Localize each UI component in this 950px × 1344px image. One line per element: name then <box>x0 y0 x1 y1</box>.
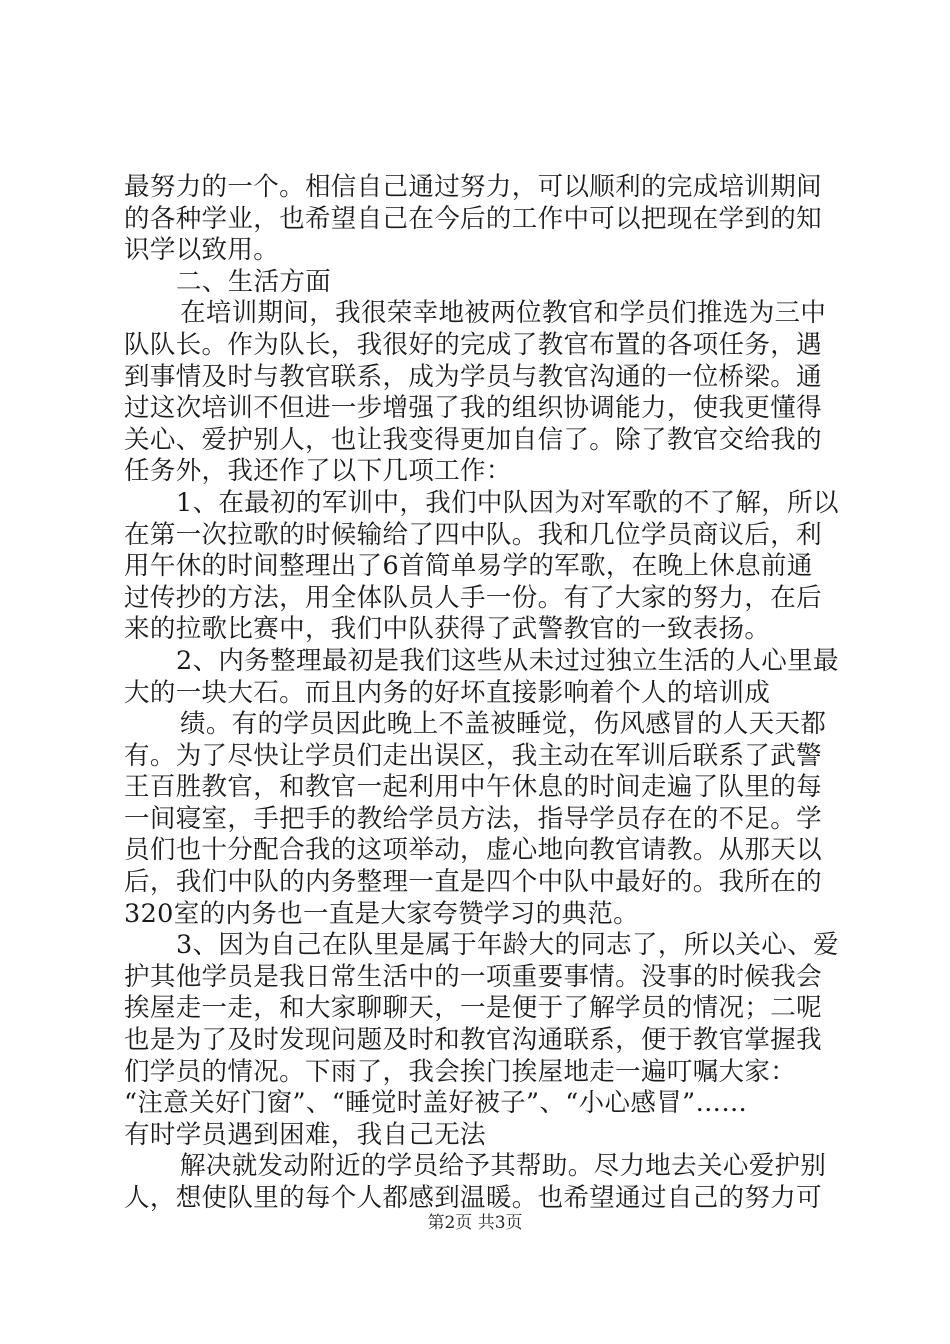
text-line: 一间寝室，手把手的教给学员方法，指导学员存在的不足。学 <box>124 803 822 834</box>
text-line: 王百胜教官，和教官一起利用中午休息的时间走遍了队里的每 <box>124 772 822 803</box>
text-line: 绩。有的学员因此晚上不盖被睡觉，伤风感冒的人天天都 <box>180 709 827 740</box>
text-line: 用午休的时间整理出了6首简单易学的军歌，在晚上休息前通 <box>124 551 813 582</box>
text-line: 到事情及时与教官联系，成为学员与教官沟通的一位桥梁。通 <box>124 361 822 392</box>
text-line: 320室的内务也一直是大家夸赞学习的典范。 <box>124 898 640 929</box>
text-line: 来的拉歌比赛中，我们中队获得了武警教官的一致表扬。 <box>124 614 771 645</box>
text-line: 员们也十分配合我的这项举动，虚心地向教官请教。从那天以 <box>124 835 822 866</box>
text-line: 任务外，我还作了以下几项工作： <box>124 456 512 487</box>
text-line: 大的一块大石。而且内务的好坏直接影响着个人的培训成 <box>124 677 771 708</box>
text-line: 们学员的情况。下雨了，我会挨门挨屋地走一遍叮嘱大家： <box>124 1056 797 1087</box>
text-line: 3、因为自己在队里是属于年龄大的同志了，所以关心、爱 <box>176 930 839 961</box>
text-line: “注意关好门窗”、“睡觉时盖好被子”、“小心感冒”…… <box>124 1088 748 1119</box>
text-line: 2、内务整理最初是我们这些从未过过独立生活的人心里最 <box>176 645 839 676</box>
text-line: 队队长。作为队长，我很好的完成了教官布置的各项任务，遇 <box>124 329 822 360</box>
text-line: 关心、爱护别人，也让我变得更加自信了。除了教官交给我的 <box>124 424 822 455</box>
page-footer: 第2页 共3页 <box>427 1213 523 1233</box>
text-line: 解决就发动附近的学员给予其帮助。尽力地去关心爱护别 <box>180 1151 827 1182</box>
text-line: 人，想使队里的每个人都感到温暖。也希望通过自己的努力可 <box>124 1183 822 1213</box>
text-line: 过传抄的方法，用全体队员人手一份。有了大家的努力，在后 <box>124 582 822 613</box>
text-line: 在第一次拉歌的时候输给了四中队。我和几位学员商议后，利 <box>124 519 822 550</box>
text-line: 护其他学员是我日常生活中的一项重要事情。没事的时候我会 <box>124 961 822 992</box>
text-line: 挨屋走一走，和大家聊聊天，一是便于了解学员的情况；二呢 <box>124 993 822 1024</box>
text-line: 识学以致用。 <box>124 235 280 266</box>
body-text <box>124 172 839 1215</box>
text-line: 最努力的一个。相信自己通过努力，可以顺利的完成培训期间 <box>124 172 822 202</box>
text-line: 也是为了及时发现问题及时和教官沟通联系，便于教官掌握我 <box>124 1025 822 1056</box>
text-line: 过这次培训不但进一步增强了我的组织协调能力，使我更懂得 <box>124 393 822 424</box>
text-line: 的各种学业，也希望自己在今后的工作中可以把现在学到的知 <box>124 203 822 234</box>
text-line: 1、在最初的军训中，我们中队因为对军歌的不了解，所以 <box>176 487 839 518</box>
text-line: 在培训期间，我很荣幸地被两位教官和学员们推选为三中 <box>180 298 827 329</box>
text-line: 有时学员遇到困难，我自己无法 <box>124 1119 486 1150</box>
text-line: 后，我们中队的内务整理一直是四个中队中最好的。我所在的 <box>124 867 822 898</box>
text-line: 有。为了尽快让学员们走出误区，我主动在军训后联系了武警 <box>124 740 822 771</box>
text-line: 二、生活方面 <box>176 266 332 297</box>
